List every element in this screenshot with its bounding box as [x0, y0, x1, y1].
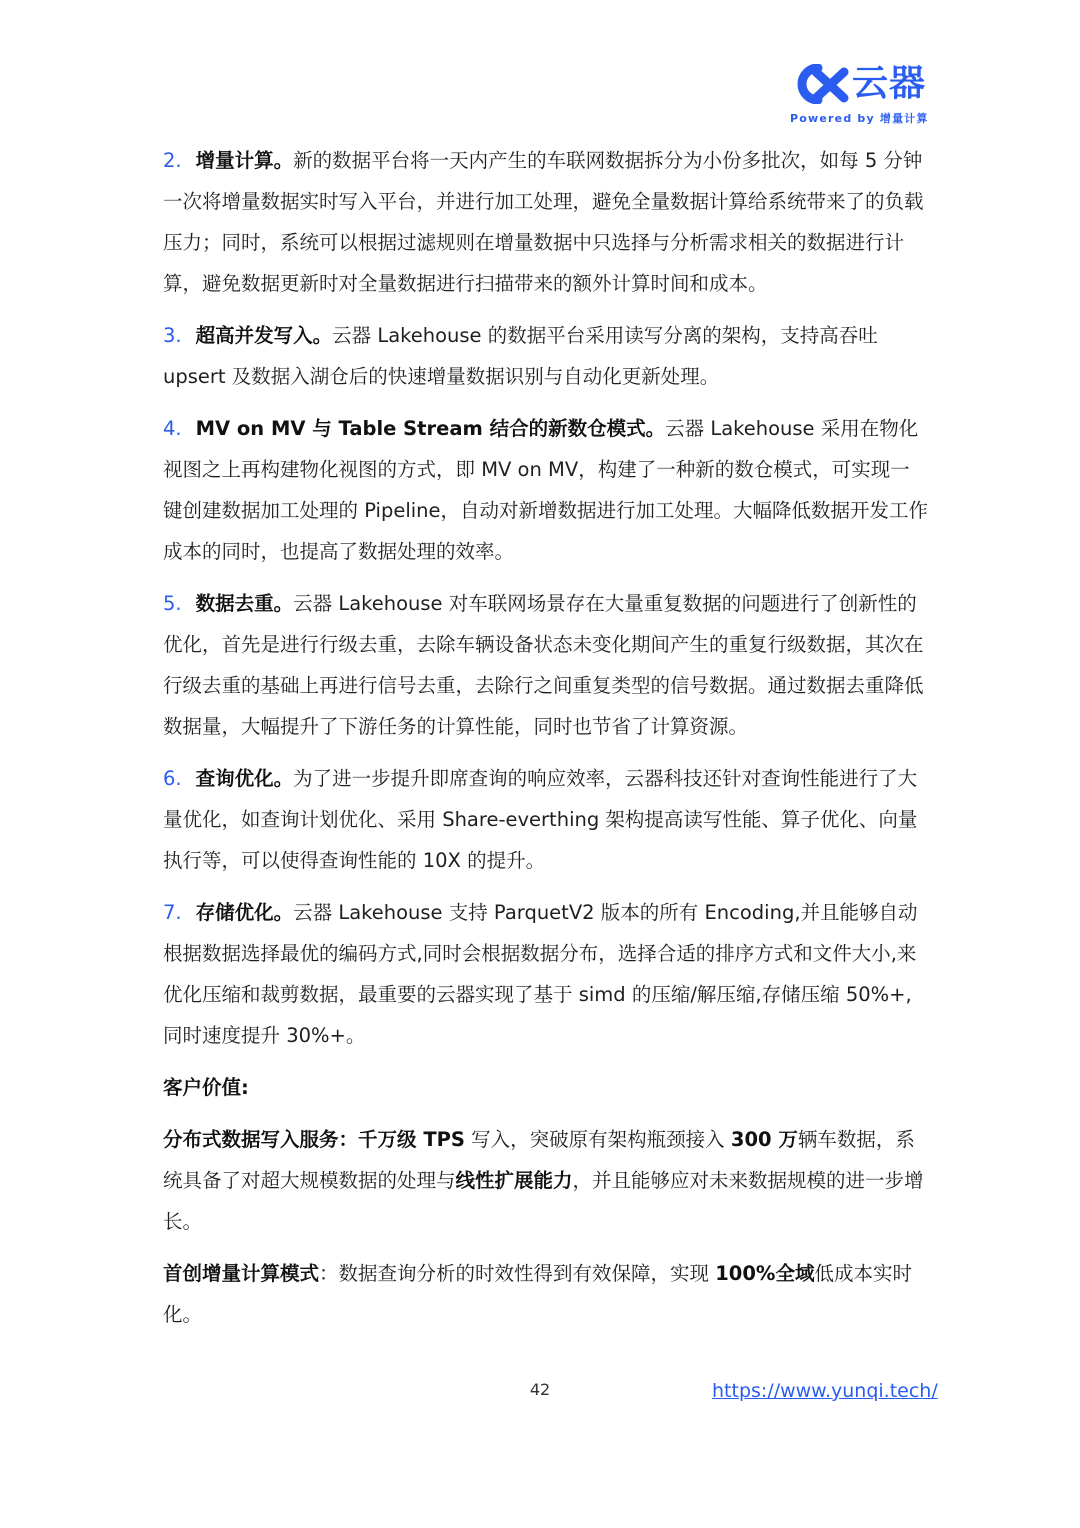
item-text: 为了进一步提升即席查询的响应效率，云器科技还针对查询性能进行了大量优化，如查询计划优化、采用 Share-everthing 架构提高读写性能、算子优化、向量执行等，可以使得查询性能的 10X 的提升。 — [163, 767, 918, 872]
item-number: 7. — [163, 901, 182, 924]
value-paragraph-2 — [163, 1253, 928, 1335]
page-number: 42 — [529, 1380, 551, 1399]
list-item — [163, 892, 928, 1056]
item-text: 云器 Lakehouse 的数据平台采用读写分离的架构，支持高吞吐 upsert 及数据入湖仓后的快速增量数据识别与自动化更新处理。 — [163, 324, 878, 388]
item-text: 云器 Lakehouse 对车联网场景存在大量重复数据的问题进行了创新性的优化，首先是进行行级去重，去除车辆设备状态未变化期间产生的重复行级数据，其次在行级去重的基础上再进行信号去重，去除行之间重复类型的信号数据。通过数据去重降低数据量，大幅提升了下游任务的计算性能，同时也节省了计算资源。 — [163, 592, 924, 738]
item-number: 4. — [163, 417, 182, 440]
value-paragraph-1 — [163, 1119, 928, 1242]
item-number: 5. — [163, 592, 182, 615]
list-item — [163, 583, 928, 747]
item-title: MV on MV 与 Table Stream 结合的新数仓模式。 — [195, 417, 666, 440]
value1-tps: 千万级 TPS — [358, 1128, 465, 1151]
value1-colon: ： — [338, 1128, 359, 1151]
item-number: 3. — [163, 324, 182, 347]
item-number: 6. — [163, 767, 182, 790]
value2-coverage: 100%全域 — [715, 1262, 815, 1285]
value1-text-b: 辆车数据，系统具备了对超大规模数据的处理与 — [163, 1128, 915, 1192]
value1-vehicles: 300 万 — [730, 1128, 798, 1151]
value2-text-b: 低成本实时化。 — [163, 1262, 912, 1326]
value1-text-c: ，并且能够应对未来数据规模的进一步增长。 — [163, 1169, 924, 1233]
item-text: 云器 Lakehouse 支持 ParquetV2 版本的所有 Encoding,并且能够自动根据数据选择最优的编码方式,同时会根据数据分布，选择合适的排序方式和文件大小,来优化压缩和裁剪数据，最重要的云器实现了基于 simd 的压缩/解压缩,存储压缩 50%+,同时速度提升 30%+。 — [163, 901, 918, 1047]
list-item — [163, 140, 928, 304]
item-text: 云器 Lakehouse 采用在物化视图之上再构建物化视图的方式，即 MV on MV，构建了一种新的数仓模式，可实现一键创建数据加工处理的 Pipeline，自动对新增数据进行加工处理。大幅降低数据开发工作成本的同时，也提高了数据处理的效率。 — [163, 417, 929, 563]
value1-title: 分布式数据写入服务 — [163, 1128, 339, 1151]
item-title: 增量计算。 — [195, 149, 294, 172]
brand-logo — [788, 62, 928, 128]
list-item — [163, 408, 928, 572]
list-item — [163, 758, 928, 881]
item-title: 超高并发写入。 — [195, 324, 333, 347]
logo-tagline: Powered by 增量计算 — [790, 112, 929, 125]
value2-title: 首创增量计算模式 — [163, 1262, 320, 1285]
item-title: 存储优化。 — [195, 901, 294, 924]
value1-text-a: 写入，突破原有架构瓶颈接入 — [464, 1128, 731, 1151]
item-number: 2. — [163, 149, 182, 172]
website-link[interactable]: https://www.yunqi.tech/ — [712, 1380, 938, 1402]
value2-text-a: ：数据查询分析的时效性得到有效保障，实现 — [319, 1262, 716, 1285]
list-item — [163, 315, 928, 397]
document-body — [163, 140, 928, 1346]
section-heading — [163, 1067, 928, 1108]
item-title: 查询优化。 — [195, 767, 294, 790]
item-text: 新的数据平台将一天内产生的车联网数据拆分为小份多批次，如每 5 分钟一次将增量数据实时写入平台，并进行加工处理，避免全量数据计算给系统带来了的负载压力；同时，系统可以根据过滤规则在增量数据中只选择与分析需求相关的数据进行计算，避免数据更新时对全量数据进行扫描带来的额外计算时间和成本。 — [163, 149, 924, 295]
logo-name: 云器 — [852, 63, 927, 104]
value-heading: 客户价值: — [163, 1076, 249, 1099]
value1-scaling: 线性扩展能力 — [455, 1169, 573, 1192]
yunqi-logo-icon — [788, 64, 850, 104]
item-title: 数据去重。 — [195, 592, 294, 615]
